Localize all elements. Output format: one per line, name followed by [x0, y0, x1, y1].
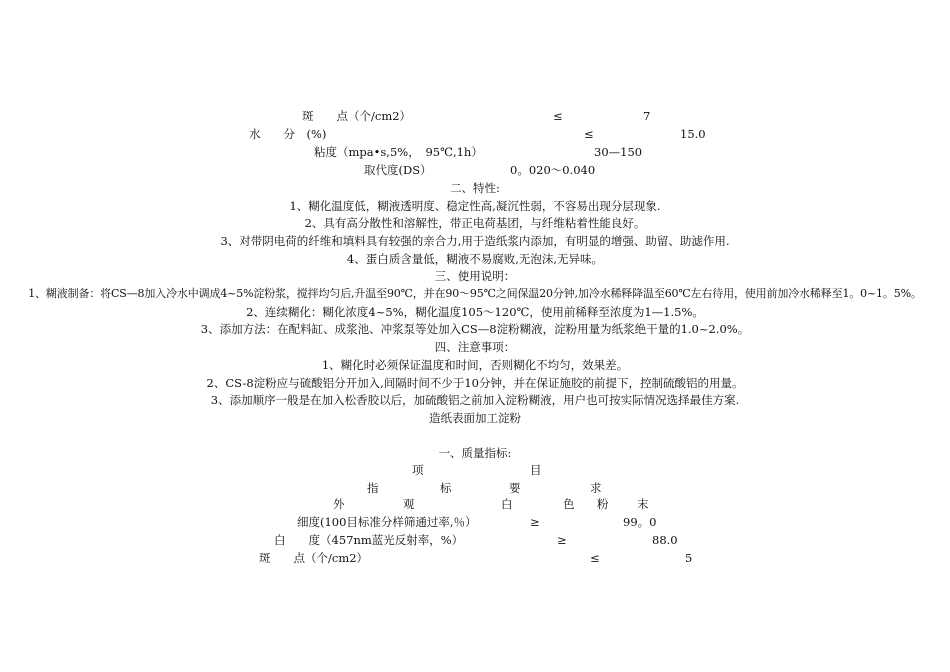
row-name: 细度(100目标准分样筛通过率,％） — [297, 515, 477, 529]
feature-item: 4、蛋白质含量低，糊液不易腐败,无泡沫,无异味。 — [346, 252, 604, 266]
header-cell: 标 — [440, 481, 452, 495]
row-value: 白 — [501, 497, 513, 511]
row-value: 99。0 — [623, 515, 657, 529]
usage-item: 3、添加方法：在配料缸、成浆池、冲浆泵等处加入CS—8淀粉糊液，淀粉用量为纸浆绝干量的1.0~2.0%。 — [200, 322, 750, 336]
feature-item: 2、具有高分散性和溶解性，带正电荷基团，与纤维粘着性能良好。 — [304, 216, 646, 230]
row-operator: ≥ — [557, 533, 567, 547]
spec-name: 斑 点（个/cm2） — [302, 109, 412, 123]
usage-item: 2、连续糊化：糊化浓度4~5%，糊化温度105～120℃，使用前稀释至浓度为1—1.5%。 — [246, 305, 704, 319]
spec-value: 15.0 — [680, 127, 706, 141]
spec-name: 水 分 (%) — [249, 127, 327, 141]
note-item: 1、糊化时必须保证温度和时间，否则糊化不均匀，效果差。 — [321, 358, 629, 372]
row-name: 外 — [333, 497, 345, 511]
row-value: 88.0 — [652, 533, 678, 547]
section-heading-features: 二、特性: — [450, 181, 500, 195]
row-name: 观 — [403, 497, 415, 511]
row-value: 末 — [637, 497, 649, 511]
feature-item: 1、糊化温度低，糊液透明度、稳定性高,凝沉性弱，不容易出现分层现象. — [289, 199, 661, 213]
spec-operator: ≤ — [553, 109, 563, 123]
header-cell: 指 — [367, 481, 379, 495]
section-heading-usage: 三、使用说明： — [434, 269, 516, 283]
note-item: 2、CS-8淀粉应与硫酸铝分开加入,间隔时间不少于10分钟，并在保证施胶的前提下，控制硫酸铝的用量。 — [206, 376, 744, 390]
row-operator: ≥ — [530, 515, 540, 529]
header-cell: 要 — [509, 481, 521, 495]
row-name: 斑 点（个/cm2） — [259, 551, 369, 565]
row-value: 粉 — [597, 497, 609, 511]
usage-item: 1、糊液制备：将CS—8加入冷水中调成4~5%淀粉浆，搅拌均匀后,升温至90℃，并在90～95℃之间保温20分钟,加冷水稀释降温至60℃左右待用，使用前加冷水稀释至1。0~1。5%。 — [28, 287, 922, 300]
row-operator: ≤ — [590, 551, 600, 565]
header-cell: 项 — [412, 463, 424, 477]
spec-value: 30—150 — [594, 145, 643, 159]
spec-operator: ≤ — [584, 127, 594, 141]
row-name: 白 度（457nm蓝光反射率，%） — [274, 533, 464, 547]
spec-name: 粘度（mpa•s,5%， 95℃,1h） — [314, 145, 483, 159]
section-heading-notes: 四、注意事项： — [434, 340, 516, 354]
row-value: 5 — [685, 551, 693, 565]
header-cell: 求 — [590, 481, 602, 495]
quality-heading: 一、质量指标: — [438, 446, 512, 460]
header-cell: 目 — [530, 463, 542, 477]
spec-value: 7 — [643, 109, 651, 123]
spec-value: 0。020～0.040 — [510, 163, 596, 177]
feature-item: 3、对带阴电荷的纤维和填料具有较强的亲合力,用于造纸浆内添加，有明显的增强、助留、助滤作用. — [220, 234, 730, 248]
note-item: 3、添加顺序一般是在加入松香胶以后，加硫酸铝之前加入淀粉糊液，用户也可按实际情况选择最佳方案. — [210, 393, 740, 407]
product-title: 造纸表面加工淀粉 — [429, 411, 521, 425]
spec-name: 取代度(DS） — [364, 163, 432, 177]
row-value: 色 — [563, 497, 575, 511]
